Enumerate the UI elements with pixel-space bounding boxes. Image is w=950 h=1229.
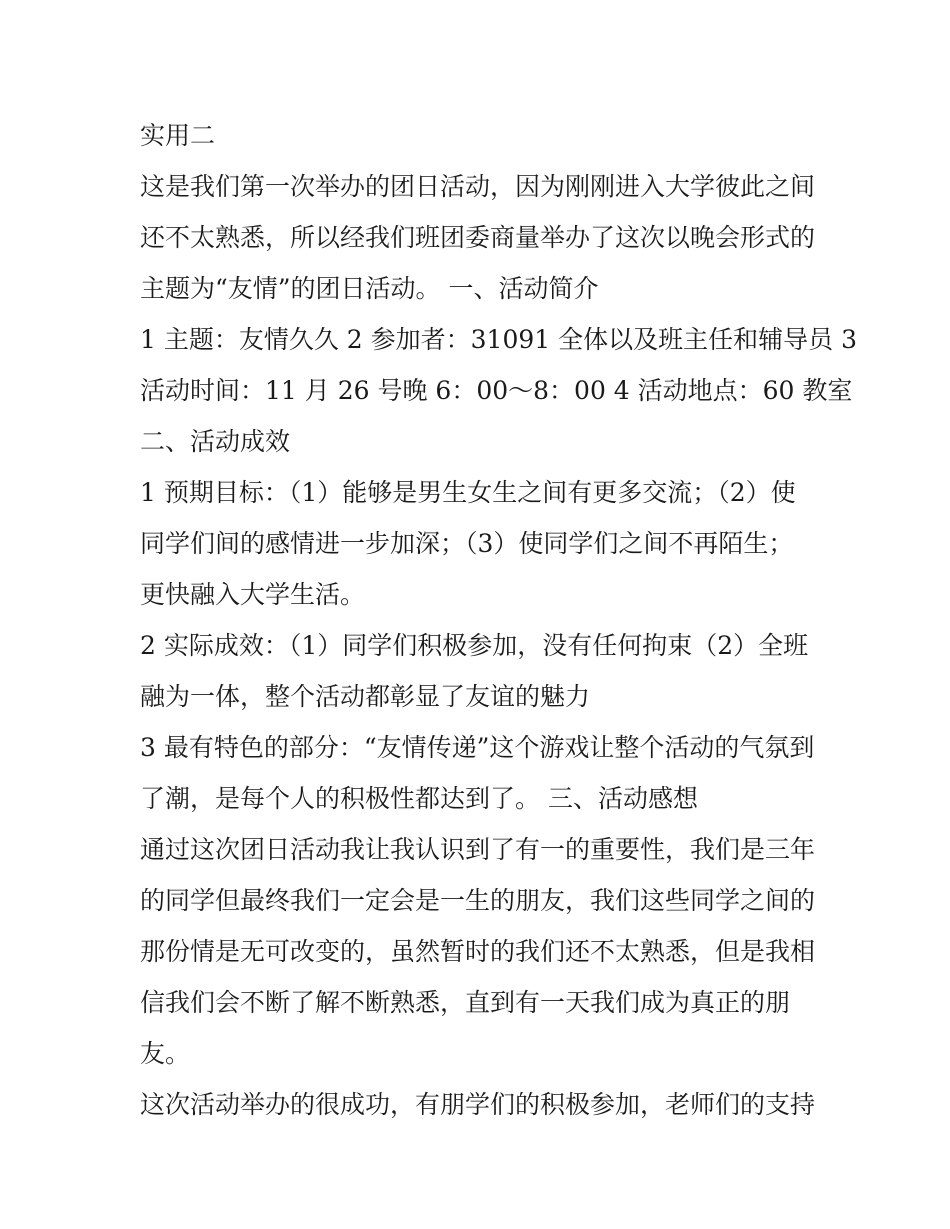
text-line: 2 实际成效：（1）同学们积极参加，没有任何拘束（2）全班 <box>140 631 809 660</box>
document-body <box>140 110 857 1130</box>
text-line: 更快融入大学生活。 <box>140 580 366 609</box>
text-line: 这是我们第一次举办的团日活动，因为刚刚进入大学彼此之间 <box>140 172 816 201</box>
text-line: 那份情是无可改变的，虽然暂时的我们还不太熟悉，但是我相 <box>140 937 816 966</box>
section-heading: 二、活动成效 <box>140 427 291 456</box>
text-line: 3 最有特色的部分：“友情传递”这个游戏让整个活动的气氛到 <box>140 733 815 762</box>
text-line: 信我们会不断了解不断熟悉，直到有一天我们成为真正的朋 <box>140 988 791 1017</box>
text-line: 主题为“友情”的团日活动。 一、活动简介 <box>140 274 599 303</box>
text-line: 还不太熟悉，所以经我们班团委商量举办了这次以晚会形式的 <box>140 223 816 252</box>
text-line: 1 预期目标：（1）能够是男生女生之间有更多交流；（2）使 <box>140 478 796 507</box>
section-title: 实用二 <box>140 121 216 150</box>
text-line: 融为一体，整个活动都彰显了友谊的魅力 <box>140 682 591 711</box>
text-line: 同学们间的感情进一步加深；（3）使同学们之间不再陌生； <box>140 529 794 558</box>
text-line: 通过这次团日活动我让我认识到了有一的重要性，我们是三年 <box>140 835 816 864</box>
text-line: 这次活动举办的很成功，有朋学们的积极参加，老师们的支持 <box>140 1090 816 1119</box>
text-line: 友。 <box>140 1039 191 1068</box>
text-line: 1 主题：友情久久 2 参加者：31091 全体以及班主任和辅导员 3 <box>140 325 857 354</box>
text-line: 了潮，是每个人的积极性都达到了。 三、活动感想 <box>140 784 698 813</box>
text-line: 的同学但最终我们一定会是一生的朋友，我们这些同学之间的 <box>140 886 816 915</box>
text-line: 活动时间：11 月 26 号晚 6：00～8：00 4 活动地点：60 教室 <box>140 376 853 405</box>
